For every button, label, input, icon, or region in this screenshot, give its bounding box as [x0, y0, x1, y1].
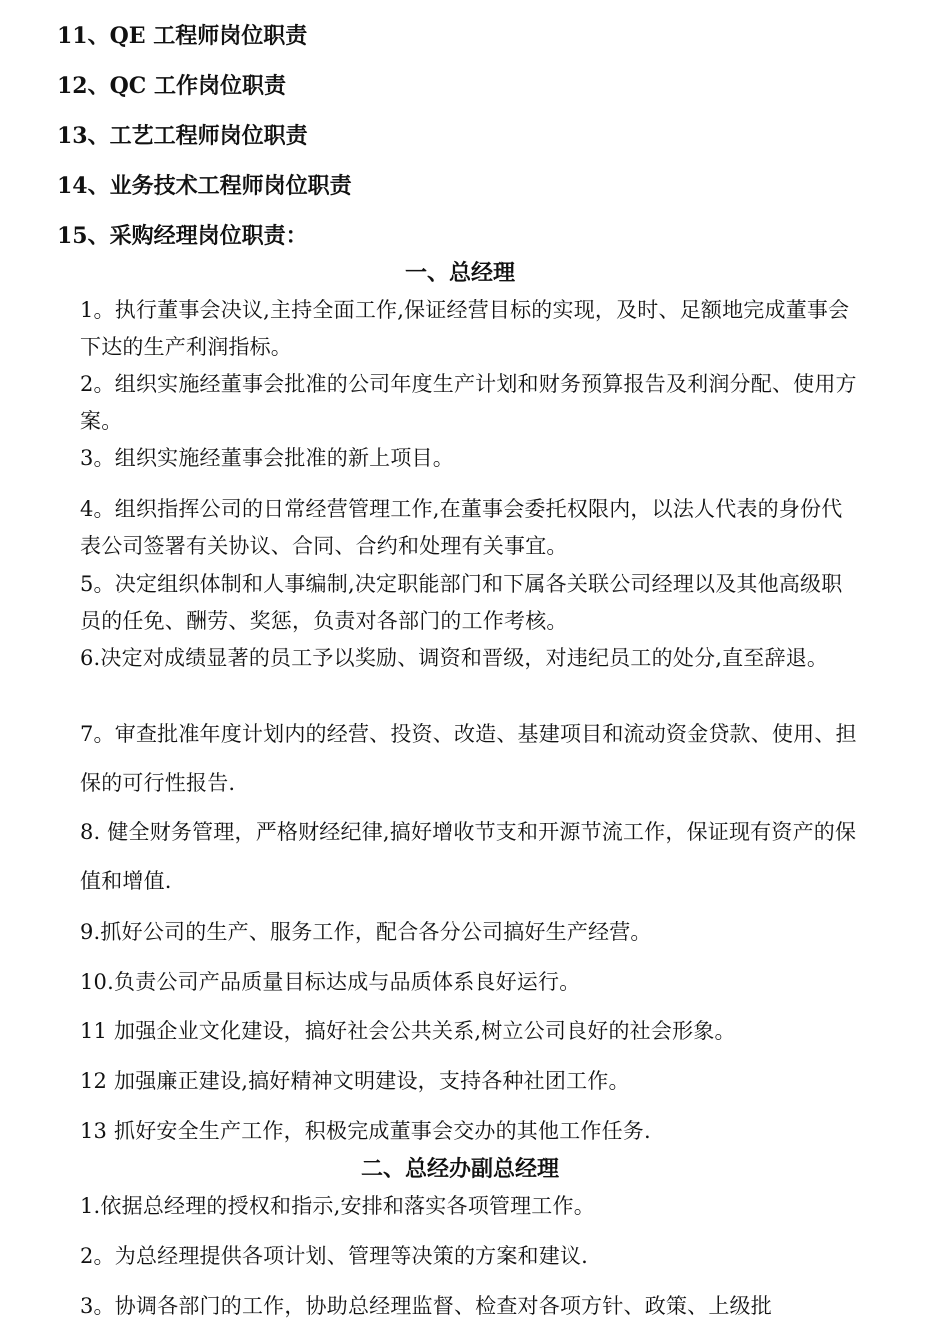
duty-item: 9.抓好公司的生产、服务工作，配合各分公司搞好生产经营。	[80, 920, 652, 944]
duty-item: 2。组织实施经董事会批准的公司年度生产计划和财务预算报告及利润分配、使用方案。	[80, 372, 857, 433]
duty-item: 3。协调各部门的工作，协助总经理监督、检查对各项方针、政策、上级批	[80, 1294, 772, 1318]
duty-item: 8. 健全财务管理，严格财经纪律,搞好增收节支和开源节流工作，保证现有资产的保值和增值.	[80, 820, 857, 893]
duty-item: 1。执行董事会决议,主持全面工作,保证经营目标的实现，及时、足额地完成董事会下达的生产利润指标。	[80, 298, 850, 359]
duty-item: 12 加强廉正建设,搞好精神文明建设，支持各种社团工作。	[80, 1069, 630, 1093]
section-heading-general-manager: 一、总经理	[404, 260, 515, 286]
duty-item: 11 加强企业文化建设，搞好社会公共关系,树立公司良好的社会形象。	[80, 1019, 736, 1043]
toc-line: 14、业务技术工程师岗位职责	[57, 173, 352, 199]
duty-item: 6.决定对成绩显著的员工予以奖励、调资和晋级，对违纪员工的处分,直至辞退。	[80, 646, 829, 670]
duty-item: 2。为总经理提供各项计划、管理等决策的方案和建议.	[80, 1244, 589, 1268]
toc-line: 15、采购经理岗位职责：	[57, 223, 308, 249]
duty-item: 4。组织指挥公司的日常经营管理工作,在董事会委托权限内，以法人代表的身份代表公司签署有关协议、合同、合约和处理有关事宜。	[80, 497, 843, 558]
duty-item: 1.依据总经理的授权和指示,安排和落实各项管理工作。	[80, 1194, 595, 1218]
toc-line: 13、工艺工程师岗位职责	[57, 123, 308, 149]
duty-item: 10.负责公司产品质量目标达成与品质体系良好运行。	[80, 970, 581, 994]
toc-line: 11、QE 工程师岗位职责	[57, 23, 308, 49]
duty-item: 7。审查批准年度计划内的经营、投资、改造、基建项目和流动资金贷款、使用、担保的可行性报告.	[80, 722, 857, 795]
duty-item: 5。决定组织体制和人事编制,决定职能部门和下属各关联公司经理以及其他高级职员的任免、酬劳、奖惩，负责对各部门的工作考核。	[80, 572, 843, 633]
toc-line: 12、QC 工作岗位职责	[57, 73, 286, 99]
duty-item: 3。组织实施经董事会批准的新上项目。	[80, 446, 454, 470]
duty-item: 13 抓好安全生产工作，积极完成董事会交办的其他工作任务.	[80, 1119, 651, 1143]
section-heading-deputy-general-manager: 二、总经办副总经理	[360, 1156, 559, 1182]
